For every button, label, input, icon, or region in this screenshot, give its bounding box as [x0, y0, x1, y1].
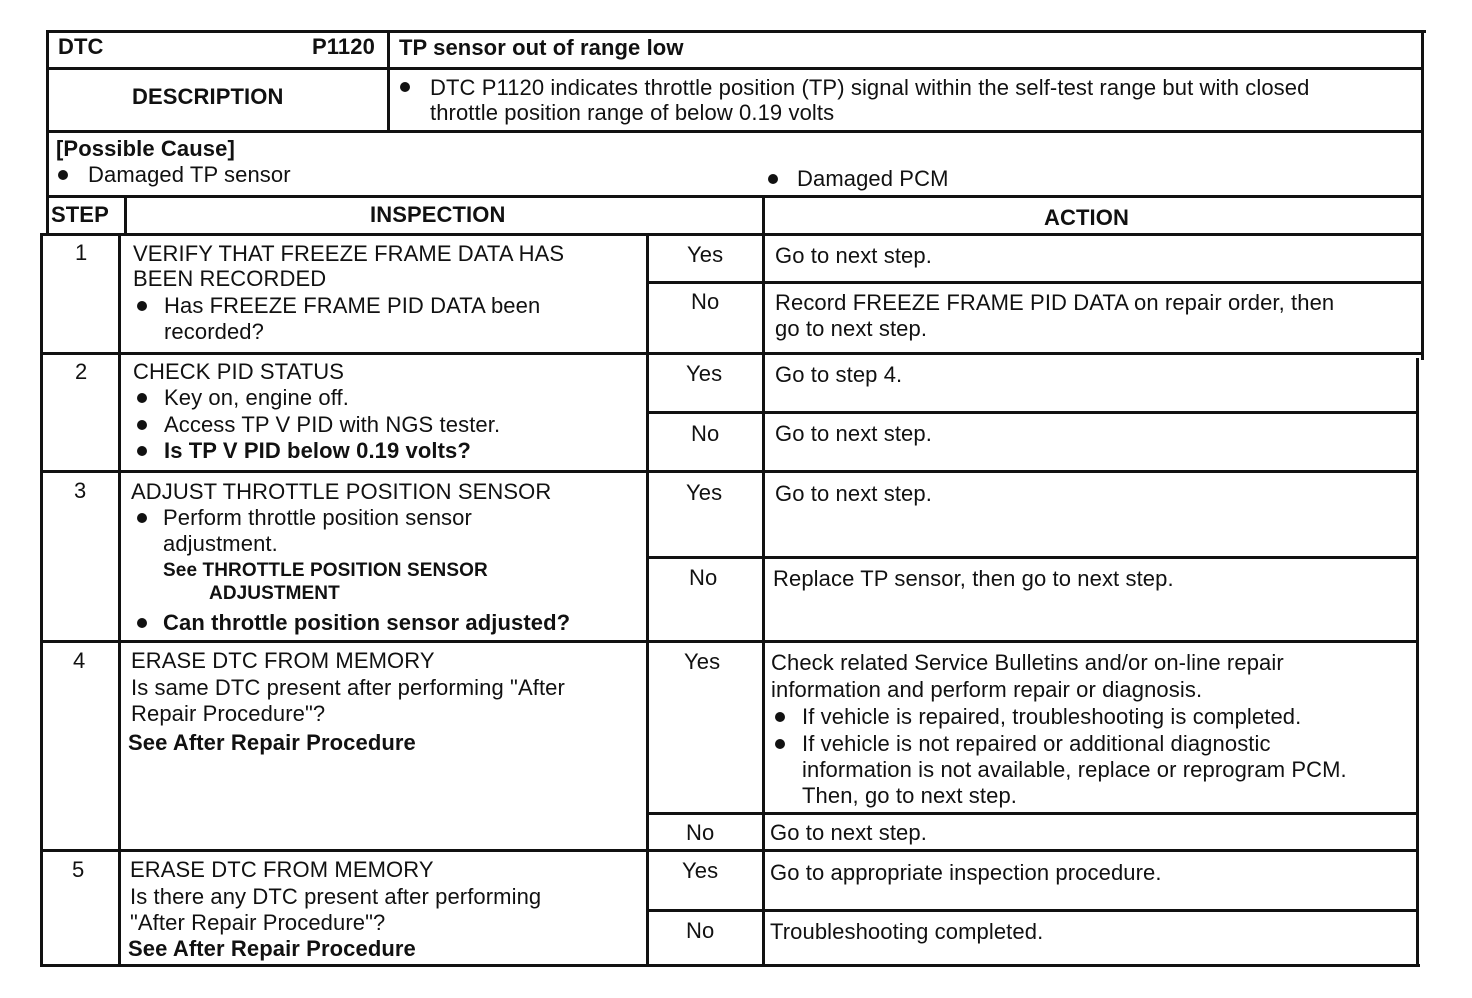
dtc-code: P1120 [312, 34, 375, 59]
inspection-reference: ADJUSTMENT [209, 583, 340, 604]
no-label: No [689, 565, 718, 590]
divider-step-1 [40, 352, 1424, 355]
column-header-inspection: INSPECTION [370, 202, 506, 227]
yes-label: Yes [686, 361, 723, 386]
inspection-text: Is same DTC present after performing "After [131, 675, 565, 700]
inspection-text: Perform throttle position sensor [163, 505, 472, 530]
no-label: No [691, 289, 720, 314]
possible-cause-item-2: Damaged PCM [797, 166, 949, 191]
description-line-1: DTC P1120 indicates throttle position (TP) signal within the self-test range but with closed [430, 75, 1310, 100]
yes-action: Go to next step. [775, 243, 932, 268]
inspection-question: Has FREEZE FRAME PID DATA been [164, 293, 541, 318]
no-action: Record FREEZE FRAME PID DATA on repair order, then [775, 290, 1335, 315]
step-number: 1 [75, 240, 88, 265]
yes-action: Go to step 4. [775, 362, 903, 387]
inspection-question: Is TP V PID below 0.19 volts? [164, 438, 471, 463]
yes-action: Then, go to next step. [802, 783, 1018, 808]
step-number: 4 [73, 648, 86, 673]
column-header-action: ACTION [1044, 205, 1129, 230]
divider-yes-no-1 [646, 281, 1424, 284]
divider-dtc-column [387, 30, 390, 132]
divider-yes-no-5 [646, 909, 1419, 912]
table-border-top [46, 30, 1426, 33]
no-action: go to next step. [775, 316, 928, 341]
no-action: Troubleshooting completed. [770, 919, 1044, 944]
inspection-heading: CHECK PID STATUS [133, 359, 345, 384]
inspection-heading: ERASE DTC FROM MEMORY [131, 648, 435, 673]
table-border-left-lower [40, 233, 43, 967]
inspection-reference: See After Repair Procedure [128, 730, 416, 755]
divider-description [46, 130, 1424, 133]
divider-result-column [646, 233, 649, 967]
yes-action: Go to appropriate inspection procedure. [770, 860, 1162, 885]
no-action: Go to next step. [770, 820, 927, 845]
bullet-icon [137, 301, 147, 311]
inspection-question: Can throttle position sensor adjusted? [163, 610, 571, 635]
inspection-text: Key on, engine off. [164, 385, 349, 410]
table-border-bottom [40, 964, 1420, 967]
step-number: 2 [75, 359, 88, 384]
dtc-label: DTC [58, 34, 104, 59]
yes-action: Go to next step. [775, 481, 932, 506]
yes-action: Check related Service Bulletins and/or on-line repair [771, 650, 1284, 675]
table-border-right-lower [1416, 358, 1419, 967]
inspection-heading: VERIFY THAT FREEZE FRAME DATA HAS [133, 241, 565, 266]
bullet-icon [768, 174, 778, 184]
divider-yes-no-3 [646, 556, 1419, 559]
divider-header [46, 67, 1424, 70]
bullet-icon [137, 393, 147, 403]
inspection-text: "After Repair Procedure"? [130, 910, 386, 935]
yes-action: If vehicle is not repaired or additional diagnostic [802, 731, 1271, 756]
column-header-step: STEP [51, 202, 109, 227]
no-label: No [686, 918, 715, 943]
bullet-icon [137, 446, 147, 456]
bullet-icon [137, 420, 147, 430]
no-label: No [686, 820, 715, 845]
no-action: Go to next step. [775, 421, 932, 446]
step-number: 3 [74, 478, 87, 503]
inspection-heading: ERASE DTC FROM MEMORY [130, 857, 434, 882]
bullet-icon [137, 618, 147, 628]
divider-yes-no-2 [646, 411, 1419, 414]
no-action: Replace TP sensor, then go to next step. [773, 566, 1174, 591]
yes-action: information and perform repair or diagnosis. [771, 677, 1203, 702]
possible-cause-label: [Possible Cause] [56, 136, 235, 161]
description-line-2: throttle position range of below 0.19 volts [430, 100, 835, 125]
bullet-icon [137, 513, 147, 523]
inspection-text: adjustment. [163, 531, 278, 556]
yes-action: If vehicle is repaired, troubleshooting is completed. [802, 704, 1302, 729]
bullet-icon [775, 739, 785, 749]
bullet-icon [775, 712, 785, 722]
dtc-title: TP sensor out of range low [399, 35, 684, 60]
inspection-reference: See THROTTLE POSITION SENSOR [163, 560, 488, 581]
yes-label: Yes [687, 242, 724, 267]
inspection-text: BEEN RECORDED [133, 266, 327, 291]
divider-step-column-head [124, 195, 127, 236]
no-label: No [691, 421, 720, 446]
bullet-icon [58, 170, 68, 180]
yes-label: Yes [686, 480, 723, 505]
yes-label: Yes [682, 858, 719, 883]
inspection-heading: ADJUST THROTTLE POSITION SENSOR [131, 479, 552, 504]
inspection-reference: See After Repair Procedure [128, 936, 416, 961]
divider-column-header [40, 233, 1424, 236]
divider-step-column [118, 233, 121, 967]
yes-label: Yes [684, 649, 721, 674]
possible-cause-item-1: Damaged TP sensor [88, 162, 291, 187]
inspection-question: recorded? [164, 319, 264, 344]
bullet-icon [400, 82, 410, 92]
inspection-text: Is there any DTC present after performing [130, 884, 542, 909]
description-label: DESCRIPTION [132, 84, 284, 109]
step-number: 5 [72, 857, 85, 882]
divider-step-4 [40, 849, 1419, 852]
divider-possible-cause [46, 195, 1424, 198]
inspection-text: Repair Procedure"? [131, 701, 326, 726]
yes-action: information is not available, replace or reprogram PCM. [802, 757, 1347, 782]
divider-step-2 [40, 470, 1419, 473]
divider-yes-no-4 [646, 812, 1419, 815]
divider-step-3 [40, 640, 1419, 643]
inspection-text: Access TP V PID with NGS tester. [164, 412, 501, 437]
